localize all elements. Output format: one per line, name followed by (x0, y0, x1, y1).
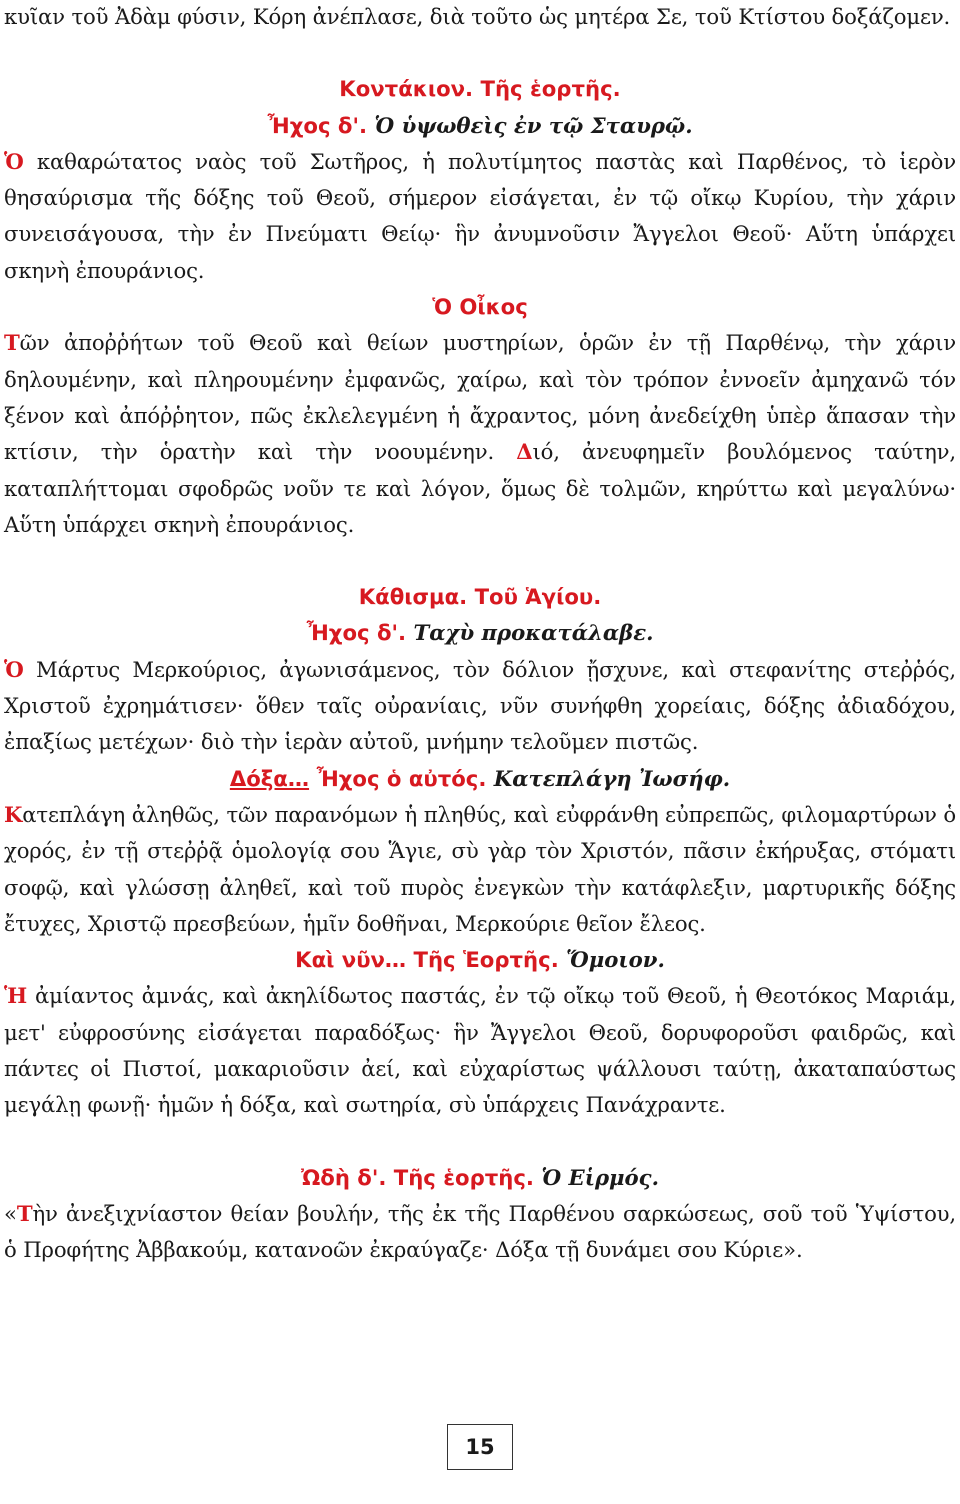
doxa-initial: Κ (4, 801, 23, 827)
ode4-heading: Ὠδὴ δ'. Τῆς ἑορτῆς. (301, 1164, 534, 1190)
kathisma-tone: Ἦχος δ'. (306, 620, 407, 646)
kathisma-melody: Ταχὺ προκατάλαβε. (413, 620, 654, 646)
kai-nyn-heading: Καὶ νῦν… Τῆς Ἑορτῆς. (295, 947, 559, 973)
doxa-body: ατεπλάγη ἀληθῶς, τῶν παρανόμων ἡ πληθύς, καὶ εὐφράνθη εὐπρεπῶς, φιλομαρτύρων ὁ χορός, ἐν τῇ στεῤῥᾷ ὁμολογίᾳ σου Ἅγιε, σὺ γὰρ τὸν Χριστόν, πᾶσιν ἐκήρυξας, στόματι σοφῷ, καὶ γλώσσῃ ἀληθεῖ, καὶ τοῦ πυρὸς ἐνεγκὼν τὴν κατάφλεξιν, μαρτυρικῆς δόξης ἔτυχες, Χριστῷ πρεσβεύων, ἡμῖν δοθῆναι, Μερκούριε θεῖον ἔλεος. (4, 801, 956, 936)
spacer (4, 1124, 956, 1160)
oikos-initial-2: Δ (516, 439, 533, 465)
kai-nyn-melody: Ὅμοιον. (566, 947, 665, 973)
oikos-initial: Τ (4, 330, 20, 356)
ode4-text (4, 1196, 956, 1269)
doxa-melody: Κατεπλάγη Ἰωσήφ. (493, 765, 731, 791)
oikos-text (4, 325, 956, 543)
ode4-heirmos: Ὁ Εἱρμός. (541, 1164, 659, 1190)
kontakion-initial: Ὁ (4, 148, 24, 174)
kontakion-melody: Ὁ ὑψωθεὶς ἐν τῷ Σταυρῷ. (374, 112, 693, 138)
ode4-body: ὴν ἀνεξιχνίαστον θείαν βουλήν, τῆς ἐκ τῆς Παρθένου σαρκώσεως, σοῦ τοῦ Ὑψίστου, ὁ Προφήτης Ἀββακούμ, κατανοῶν ἐκραύγαζε· Δόξα τῇ δυνάμει σου Κύριε». (4, 1200, 956, 1263)
kathisma-tone-line (4, 615, 956, 651)
page-number: 15 (465, 1435, 495, 1459)
kathisma-body: Μάρτυς Μερκούριος, ἀγωνισάμενος, τὸν δόλιον ᾔσχυνε, καὶ στεφανίτης στεῤῥός, Χριστοῦ ἐχρημάτισεν· ὅθεν ταῖς οὐρανίαις, νῦν συνήφθη χορείαις, δόξης ἀδιαδόχου, ἐπαξίως μετέχων· διὸ τὴν ἱερὰν αὐτοῦ, μνήμην τελοῦμεν πιστῶς. (4, 656, 956, 755)
doxa-tone: Ἦχος ὁ αὐτός. (316, 765, 487, 791)
kontakion-body: καθαρώτατος ναὸς τοῦ Σωτῆρος, ἡ πολυτίμητος παστὰς καὶ Παρθένος, τὸ ἱερὸν θησαύρισμα τῆς δόξης τοῦ Θεοῦ, σήμερον εἰσάγεται, ἐν τῷ οἴκῳ Κυρίου, τὴν χάριν συνεισάγουσα, τὴν ἐν Πνεύματι Θείῳ· ἣν ἀνυμνοῦσιν Ἄγγελοι Θεοῦ· Αὕτη ὑπάρχει σκηνὴ ἐπουράνιος. (4, 148, 956, 283)
kai-nyn-initial: Ἡ (4, 983, 28, 1009)
document-page (4, 0, 956, 1269)
ode4-heading-line (4, 1160, 956, 1196)
top-paragraph: κυῖαν τοῦ Ἀδὰμ φύσιν, Κόρη ἀνέπλασε, διὰ τοῦτο ὡς μητέρα Σε, τοῦ Κτίστου δοξάζομεν. (4, 4, 951, 29)
kontakion-tone-line (4, 108, 956, 144)
oikos-body-2: ιό, ἀνευφημεῖν βουλόμενος ταύτην, καταπλήττομαι σφοδρῶς νοῦν τε καὶ λόγον, ὅμως δὲ τολμῶν, κηρύττω καὶ μεγαλύνω· Αὕτη ὑπάρχει σκηνὴ ἐπουράνιος. (4, 439, 956, 537)
kai-nyn-text (4, 978, 956, 1123)
doxa-label: Δόξα… (229, 765, 310, 791)
spacer (4, 543, 956, 579)
kai-nyn-body: ἀμίαντος ἀμνάς, καὶ ἀκηλίδωτος παστάς, ἐν τῷ οἴκῳ τοῦ Θεοῦ, ἡ Θεοτόκος Μαριάμ, μετ' εὐφροσύνης εἰσάγεται παραδόξως· ἣν Ἄγγελοι Θεοῦ, δορυφοροῦσι φαιδρῶς, καὶ πάντες οἱ Πιστοί, μακαριοῦσιν ἀεί, καὶ εὐχαρίστως ψάλλουσι ταύτῃ, ἀκαταπαύστως μεγάλῃ φωνῇ· ἡμῶν ἡ δόξα, καὶ σωτηρία, σὺ ὑπάρχεις Πανάχραντε. (4, 983, 956, 1118)
kathisma-heading: Κάθισμα. Τοῦ Ἁγίου. (358, 584, 602, 610)
oikos-body: ῶν ἀποῤῥήτων τοῦ Θεοῦ καὶ θείων μυστηρίων, ὁρῶν ἐν τῇ Παρθένῳ, τὴν χάριν δηλουμένην, καὶ πληρουμένην ἐμφανῶς, χαίρω, καὶ τὸν τρόπον ἐννοεῖν ἀμηχανῶ τόν ξένον καὶ ἀπόῤῥητον, πῶς ἐκλελεγμένη ἡ ἄχραντος, μόνη ἀνεδείχθη ὑπὲρ ἅπασαν τὴν κτίσιν, τὴν ὁρατὴν καὶ τὴν νοουμένην. (4, 330, 956, 465)
oikos-heading: Ὁ Οἶκος (432, 294, 528, 320)
kontakion-heading: Κοντάκιον. Τῆς ἑορτῆς. (339, 76, 621, 102)
doxa-text (4, 797, 956, 942)
page-number-box (447, 1424, 513, 1470)
kai-nyn-heading-line (4, 942, 956, 978)
spacer (4, 35, 956, 71)
ode4-open-quote: « (4, 1200, 17, 1226)
kontakion-text (4, 144, 956, 289)
kontakion-tone: Ἦχος δ'. (267, 112, 367, 138)
kathisma-text (4, 652, 956, 761)
kathisma-initial: Ὁ (4, 656, 24, 682)
ode4-initial: Τ (16, 1200, 33, 1226)
doxa-heading-line (4, 761, 956, 797)
